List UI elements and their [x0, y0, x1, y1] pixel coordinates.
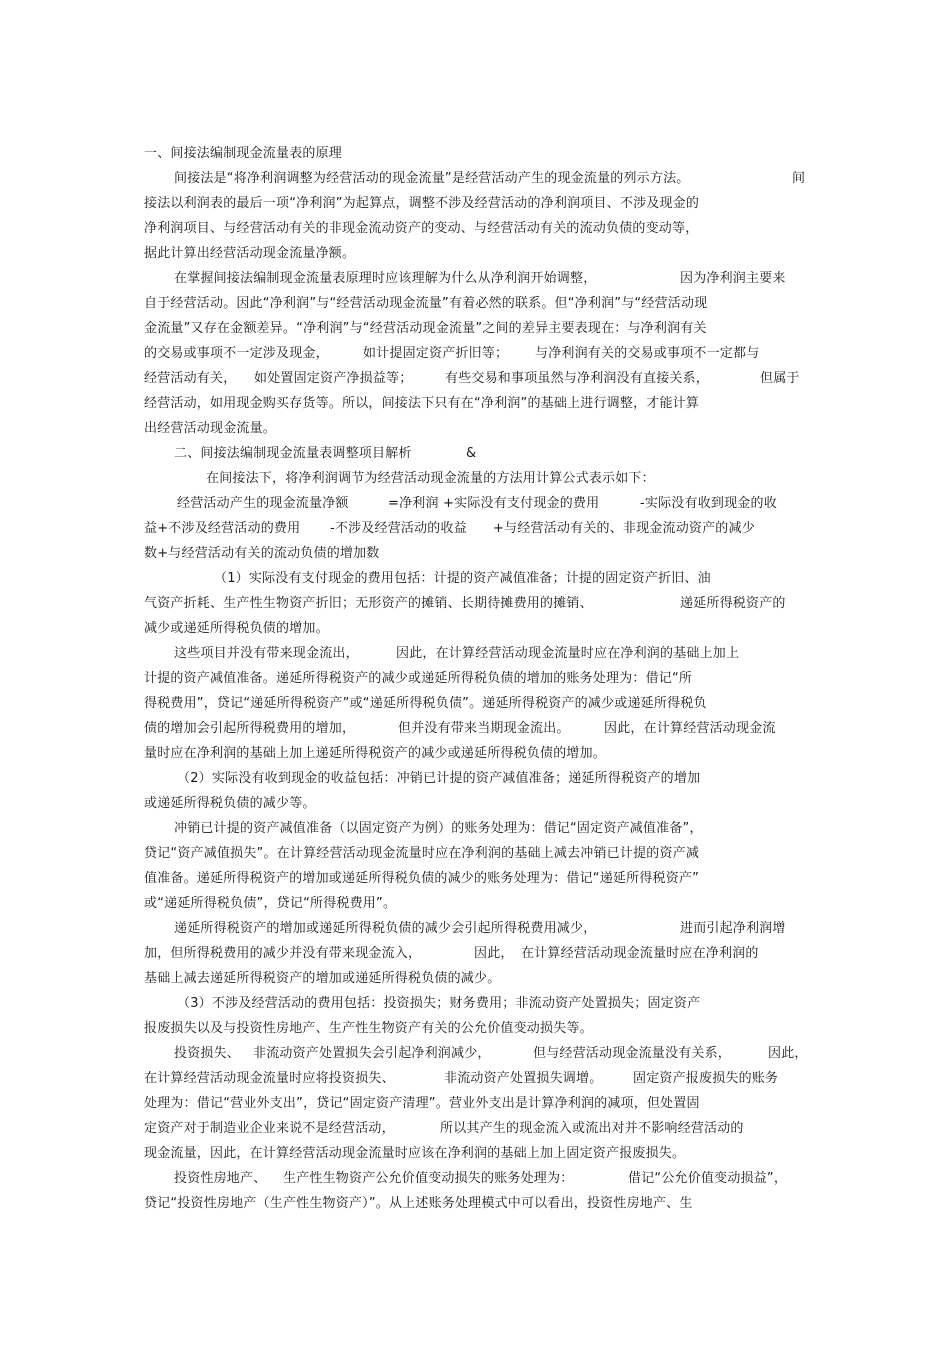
formula-line: -实际没有收到现金的收 [640, 496, 777, 511]
text-line: 进而引起净利润增 [680, 921, 786, 936]
text-line: （3）不涉及经营活动的费用包括：投资损失；财务费用；非流动资产处置损失；固定资产 [177, 996, 701, 1011]
text-line: 有些交易和事项虽然与净利润没有直接关系， [445, 371, 710, 386]
text-line: & [466, 446, 477, 461]
text-line: 在间接法下，将净利润调节为经营活动现金流量的方法用计算公式表示如下： [206, 471, 655, 486]
text-line: 加，但所得税费用的减少并没有带来现金流入， [144, 946, 422, 961]
text-line: 生产性生物资产公允价值变动损失的账务处理为： [283, 1171, 574, 1186]
text-line: 因此，在计算经营活动现金流量时应在净利润的基础上加上 [396, 646, 740, 661]
text-line: 在计算经营活动现金流量时应在净利润的 [521, 946, 759, 961]
formula-line: +与经营活动有关的、非现金流动资产的减少 [493, 521, 755, 536]
text-line: 气资产折耗、生产性生物资产折旧；无形资产的摊销、长期待摊费用的摊销、 [144, 596, 593, 611]
text-line: 经营活动，如用现金购买存货等。所以，间接法下只有在“净利润”的基础上进行调整，才能计算 [144, 396, 700, 411]
text-line: 或递延所得税负债的减少等。 [144, 796, 316, 811]
text-line: 得税费用”，贷记“递延所得税资产”或“递延所得税负债”。递延所得税资产的减少或递延所得税负 [144, 696, 707, 711]
text-line: 固定资产报废损失的账务 [633, 1071, 779, 1086]
formula-line: -不涉及经营活动的收益 [330, 521, 467, 536]
text-line: 接法以利润表的最后一项“净利润”为起算点，调整不涉及经营活动的净利润项目、不涉及现金的 [144, 196, 700, 211]
section-heading: 二、间接法编制现金流量表调整项目解析 [174, 446, 412, 461]
text-line: 因此， [768, 1046, 808, 1061]
text-line: 报废损失以及与投资性房地产、生产性生物资产有关的公允价值变动损失等。 [144, 1021, 593, 1036]
text-line: 贷记“资产减值损失”。在计算经营活动现金流量时应在净利润的基础上减去冲销已计提的资产减 [144, 846, 700, 861]
text-line: 在掌握间接法编制现金流量表原理时应该理解为什么从净利润开始调整， [174, 271, 597, 286]
text-line: 减少或递延所得税负债的增加。 [144, 621, 329, 636]
text-line: （2）实际没有收到现金的收益包括：冲销已计提的资产减值准备；递延所得税资产的增加 [177, 771, 701, 786]
text-line: 贷记“投资性房地产（生产性生物资产）”。从上述账务处理模式中可以看出，投资性房地产、生 [144, 1196, 693, 1211]
text-line: 处理为：借记“营业外支出”，贷记“固定资产清理”。营业外支出是计算净利润的减项，但处置固 [144, 1096, 700, 1111]
text-line: 经营活动有关， [144, 371, 237, 386]
text-line: 间 [792, 171, 806, 186]
text-line: 所以其产生的现金流入或流出对并不影响经营活动的 [440, 1121, 744, 1136]
text-line: 但属于 [760, 371, 800, 386]
text-line: 投资性房地产、 [174, 1171, 267, 1186]
text-line: 因为净利润主要来 [680, 271, 786, 286]
text-line: 因此， [474, 946, 514, 961]
text-line: 的交易或事项不一定涉及现金， [144, 346, 329, 361]
text-line: 计提的资产减值准备。递延所得税资产的减少或递延所得税负债的增加的账务处理为：借记“所 [144, 671, 693, 686]
text-line: 间接法是“将净利润调整为经营活动的现金流量”是经营活动产生的现金流量的列示方法。 [174, 171, 690, 186]
formula-line: 数+与经营活动有关的流动负债的增加数 [144, 546, 380, 561]
text-line: 量时应在净利润的基础上加上递延所得税资产的减少或递延所得税负债的增加。 [144, 746, 607, 761]
formula-line: 经营活动产生的现金流量净额 [177, 496, 349, 511]
text-line: 金流量”又存在金额差异。“净利润”与“经营活动现金流量”之间的差异主要表现在：与净利润有关 [144, 321, 707, 336]
text-line: 值准备。递延所得税资产的增加或递延所得税负债的减少的账务处理为：借记“递延所得税资产” [144, 871, 700, 886]
text-line: 借记“公允价值变动损益”， [628, 1171, 788, 1186]
text-line: 自于经营活动。因此“净利润”与“经营活动现金流量”有着必然的联系。但“净利润”与“经营活动现 [144, 296, 708, 311]
formula-line: 益+不涉及经营活动的费用 [144, 521, 301, 536]
text-line: 债的增加会引起所得税费用的增加， [144, 721, 356, 736]
text-line: 净利润项目、与经营活动有关的非现金流动资产的变动、与经营活动有关的流动负债的变动等， [144, 221, 699, 236]
text-line: 这些项目并没有带来现金流出， [174, 646, 359, 661]
text-line: 非流动资产处置损失调增。 [444, 1071, 603, 1086]
formula-line: =净利润 +实际没有支付现金的费用 [388, 496, 600, 511]
text-line: （1）实际没有支付现金的费用包括：计提的资产减值准备；计提的固定资产折旧、油 [214, 571, 711, 586]
section-heading: 一、间接法编制现金流量表的原理 [144, 146, 343, 161]
text-line: 但并没有带来当期现金流出。 [398, 721, 570, 736]
text-line: 定资产对于制造业企业来说不是经营活动， [144, 1121, 395, 1136]
text-line: 非流动资产处置损失会引起净利润减少， [253, 1046, 491, 1061]
text-line: 如处置固定资产净损益等； [254, 371, 413, 386]
text-line: 与净利润有关的交易或事项不一定都与 [535, 346, 760, 361]
text-line: 递延所得税资产的 [680, 596, 786, 611]
text-line: 在计算经营活动现金流量时应将投资损失、 [144, 1071, 395, 1086]
text-line: 现金流量，因此，在计算经营活动现金流量时应该在净利润的基础上加上固定资产报废损失。 [144, 1146, 686, 1161]
text-line: 递延所得税资产的增加或递延所得税负债的减少会引起所得税费用减少， [174, 921, 597, 936]
text-line: 或“递延所得税负债”，贷记“所得税费用”。 [144, 896, 397, 911]
text-line: 基础上减去递延所得税资产的增加或递延所得税负债的减少。 [144, 971, 501, 986]
text-line: 据此计算出经营活动现金流量净额。 [144, 246, 356, 261]
text-line: 如计提固定资产折旧等； [363, 346, 509, 361]
text-line: 投资损失、 [174, 1046, 241, 1061]
text-line: 但与经营活动现金流量没有关系， [533, 1046, 732, 1061]
text-line: 冲销已计提的资产减值准备（以固定资产为例）的账务处理为：借记“固定资产减值准备”， [174, 821, 703, 836]
text-line: 出经营活动现金流量。 [144, 421, 277, 436]
text-line: 因此，在计算经营活动现金流 [604, 721, 776, 736]
